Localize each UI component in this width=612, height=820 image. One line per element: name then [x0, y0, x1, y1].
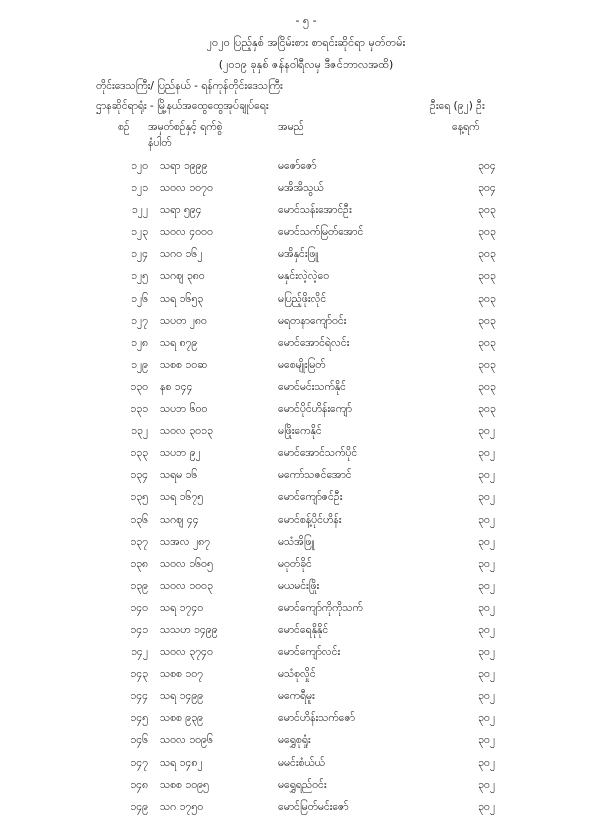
- row-day: ၃၀၃: [478, 248, 496, 261]
- table-row: [0, 731, 612, 753]
- table-row: [0, 577, 612, 599]
- row-number: ၁၃၈: [130, 557, 148, 570]
- row-id: သစစ ၉၃၉: [160, 712, 204, 725]
- row-name: မကော်သဇင်အောင်: [278, 469, 352, 482]
- row-id: သပတ ၂၈၀: [160, 314, 207, 327]
- table-row: [0, 643, 612, 665]
- row-id: သဝလ ၁၀၉၆: [160, 734, 213, 747]
- row-name: မရွှေရည်ဝင်း: [278, 778, 327, 791]
- row-day: ၃၀၃: [478, 336, 496, 349]
- row-id: သရ ၁၄၉၉: [160, 690, 204, 703]
- table-row: [0, 709, 612, 731]
- row-number: ၁၄၅: [130, 712, 148, 725]
- table-row: [0, 356, 612, 378]
- row-name: မယမင်းဖြိုး: [278, 579, 320, 592]
- row-id: သရ ၁၆၅၃: [160, 292, 204, 305]
- table-row: [0, 488, 612, 510]
- row-number: ၁၂၇: [131, 314, 148, 327]
- row-name: မောင်ကျော်ဇင်ဦး: [278, 491, 343, 504]
- row-id: သဂဝ ၁၆၂: [160, 248, 203, 261]
- row-name: မောင်ကျော်ကိုကိုသက်: [278, 601, 363, 614]
- row-id: သရမ ၁၆: [160, 469, 198, 482]
- row-id: သစစ ၁၀၉၅: [160, 778, 209, 791]
- row-name: မောင်မြတ်မင်းဇော်: [278, 800, 349, 813]
- region-label: တိုင်းဒေသကြီး/ ပြည်နယ် - ရန်ကုန်တိုင်းဒေသကြီး: [96, 80, 283, 92]
- row-id: သပဘ ၉၂: [160, 447, 201, 460]
- table-row: [0, 511, 612, 533]
- table-row: [0, 312, 612, 334]
- row-id: သရ ၁၇၄၀: [160, 601, 204, 614]
- row-day: ၃၀၂: [478, 623, 495, 636]
- row-number: ၁၄၀: [130, 601, 148, 614]
- column-header-name: အမည်: [278, 121, 304, 133]
- row-id: သစစ ၁၀ဆ: [160, 358, 208, 371]
- row-name: မောင်ရေနိုနိုင်: [278, 623, 329, 636]
- row-name: မောင်စန့်ပိုင်ဟိန်း: [278, 513, 342, 526]
- row-number: ၁၃၃: [130, 447, 148, 460]
- row-number: ၁၂၄: [131, 248, 148, 261]
- row-day: ၃၀၄: [478, 160, 496, 172]
- row-name: မအိအိသွယ်: [278, 182, 324, 195]
- table-row: [0, 687, 612, 709]
- table-row: [0, 533, 612, 555]
- page-number: - ၅ -: [295, 14, 317, 27]
- row-number: ၁၃၆: [130, 513, 148, 526]
- table-row: [0, 599, 612, 621]
- row-number: ၁၄၁: [130, 623, 148, 636]
- row-day: ၃၀၃: [478, 314, 496, 327]
- row-number: ၁၄၂: [131, 646, 148, 659]
- row-id: သသဟ ၁၄၉၉: [160, 623, 218, 636]
- row-id: သအလ ၂၈၇: [160, 535, 211, 548]
- row-day: ၃၀၂: [478, 646, 495, 659]
- row-number: ၁၂၁: [131, 182, 148, 195]
- row-day: ၃၀၃: [478, 292, 496, 305]
- table-row: [0, 201, 612, 223]
- row-day: ၃၀၃: [478, 358, 496, 371]
- document-subtitle: (၂၀၁၉ ခုနှစ် ဇန်နဝါရီလမှ ဒီဇင်ဘာလအထိ): [218, 58, 394, 71]
- row-day: ၃၀၂: [478, 557, 495, 570]
- row-name: မောင်သန်းအောင်ဦး: [278, 204, 352, 217]
- row-name: မောင်ကျော်လင်း: [278, 646, 341, 659]
- count-label: ဦးရေ (၉၂) ဦး: [430, 100, 485, 112]
- row-number: ၁၄၇: [130, 756, 148, 769]
- table-row: [0, 179, 612, 201]
- row-day: ၃၀၃: [478, 380, 496, 393]
- row-day: ၃၀၂: [478, 447, 495, 460]
- row-number: ၁၃၀: [130, 380, 148, 393]
- row-day: ၃၀၃: [478, 204, 496, 217]
- row-number: ၁၃၅: [130, 491, 148, 504]
- row-number: ၁၄၆: [130, 734, 148, 747]
- row-number: ၁၄၄: [130, 690, 148, 703]
- row-number: ၁၃၉: [130, 579, 148, 592]
- row-day: ၃၀၂: [478, 491, 495, 504]
- table-row: [0, 466, 612, 488]
- row-number: ၁၃၁: [130, 403, 148, 416]
- row-number: ၁၂၂: [131, 204, 148, 217]
- row-day: ၃၀၂: [478, 756, 495, 769]
- row-id: နစ ၁၄၄: [160, 380, 193, 393]
- table-row: [0, 267, 612, 289]
- row-day: ၃၀၃: [478, 270, 496, 283]
- row-name: မနှင်းလဲ့လဲ့ဝေ: [278, 270, 330, 283]
- document-title: ၂၀၂၀ ပြည့်နှစ် အငြိမ်းစား စာရင်းဆိုင်ရာ မှတ်တမ်း: [206, 36, 406, 49]
- row-number: ၁၂၆: [131, 292, 148, 305]
- row-id: သစစ ၁၀၇: [160, 668, 204, 681]
- row-id: သဝလ ၁၀၀၃: [160, 579, 213, 592]
- row-id: သရ ၁၆၇၅: [160, 491, 204, 504]
- row-name: မရွှေစုရှုံး: [278, 734, 311, 747]
- row-name: မသံအိဖြူ: [278, 535, 315, 548]
- row-number: ၁၃၄: [130, 469, 148, 482]
- row-id: သပဘ ၆၀၀: [160, 403, 208, 416]
- row-name: မပြည့်ဖိုးလိုင်: [278, 292, 327, 305]
- row-number: ၁၄၈: [130, 778, 148, 791]
- row-day: ၃၀၃: [478, 403, 496, 416]
- row-day: ၃၀၂: [478, 712, 495, 725]
- row-name: မစေမျိုးမြတ်: [278, 358, 326, 371]
- row-id: သဝလ ၃၇၄၀: [160, 646, 213, 659]
- row-name: မောင်မင်းသက်နိုင်: [278, 380, 347, 393]
- office-label: ဌာနဆိုင်ရာရုံး - မြို့နယ်အထွေထွေအုပ်ချုပ်ရေး: [96, 100, 269, 112]
- row-name: မအိနှင်းဖြူ: [278, 248, 319, 261]
- table-row: [0, 223, 612, 245]
- table-row: [0, 444, 612, 466]
- table-row: [0, 665, 612, 687]
- row-id: သရာ ၅၉၄: [160, 204, 202, 217]
- row-day: ၃၀၂: [478, 601, 495, 614]
- table-row: [0, 378, 612, 400]
- row-number: ၁၂၅: [131, 270, 148, 283]
- table-row: [0, 776, 612, 798]
- row-name: မောင်သက်မြတ်အောင်: [278, 226, 364, 239]
- row-name: မောင်ဟိန်းသက်ဇော်: [278, 712, 355, 725]
- row-day: ၃၀၂: [478, 513, 495, 526]
- row-id: သဝလ ၄၀၀၀: [160, 226, 213, 239]
- table-row: [0, 245, 612, 267]
- row-id: သဝလ ၃၀၁၃: [160, 425, 213, 438]
- row-id: သရ ၁၄၈၂: [160, 756, 203, 769]
- row-id: သဂ ၁၇၅၀: [160, 800, 204, 813]
- row-name: မမင်းစံယ်ယ်: [278, 756, 325, 769]
- row-day: ၃၀၂: [478, 469, 495, 482]
- row-number: ၁၃၂: [131, 425, 148, 438]
- table-row: [0, 422, 612, 444]
- table-row: [0, 290, 612, 312]
- row-name: မဖြိုးကေနိုင်: [278, 425, 322, 438]
- records-table: [0, 157, 612, 820]
- row-name: မောင်ပိုင်ဟိန်းကျော်: [278, 403, 352, 416]
- table-row: [0, 334, 612, 356]
- row-day: ၃၀၂: [478, 734, 495, 747]
- row-name: မဝုတ်ခိုင်: [278, 557, 312, 570]
- column-header-no: စဉ်: [118, 121, 130, 133]
- row-day: ၃၀၂: [478, 800, 495, 813]
- table-row: [0, 754, 612, 776]
- row-day: ၃၀၂: [478, 535, 495, 548]
- row-id: သဂဈ ၃၈၀: [160, 270, 205, 283]
- row-id: သဂဈ ၄၄: [160, 513, 199, 526]
- row-day: ၃၀၂: [478, 579, 495, 592]
- table-row: [0, 157, 612, 179]
- table-row: [0, 400, 612, 422]
- row-day: ၃၀၂: [478, 668, 495, 681]
- row-number: ၁၂၈: [130, 336, 148, 349]
- table-row: [0, 798, 612, 820]
- row-day: ၃၀၃: [478, 226, 496, 239]
- table-row: [0, 621, 612, 643]
- row-name: မကေရီမူး: [278, 690, 315, 703]
- row-id: သဝလ ၁၀၇၀: [160, 182, 213, 195]
- row-number: ၁၂၉: [131, 358, 148, 371]
- row-day: ၃၀၂: [478, 778, 495, 791]
- row-id: သရာ ၁၉၉၉: [160, 160, 208, 172]
- row-id: သရ ၈၇၉: [160, 336, 198, 349]
- row-name: မောင်အောင်သက်ပိုင်: [278, 447, 358, 460]
- row-number: ၁၂၀: [131, 160, 148, 172]
- column-header-id: အမှတ်စဉ်နှင့် ရက်စွဲ: [148, 121, 223, 133]
- row-number: ၁၄၃: [130, 668, 148, 681]
- row-day: ၃၀၄: [478, 182, 496, 195]
- row-id: သဝလ ၁၆၀၅: [160, 557, 213, 570]
- row-day: ၃၀၂: [478, 690, 495, 703]
- row-number: ၁၃၇: [130, 535, 148, 548]
- column-header-day: နေ့ရက်: [452, 121, 480, 133]
- row-name: မရတနာကျော်ဝင်း: [278, 314, 347, 327]
- row-name: မောင်အောင်ရဲလင်း: [278, 336, 350, 349]
- column-header-id-sub: နံပါတ်: [148, 137, 172, 149]
- table-row: [0, 555, 612, 577]
- row-number: ၁၄၉: [130, 800, 148, 813]
- row-number: ၁၂၃: [131, 226, 148, 239]
- row-day: ၃၀၂: [478, 425, 495, 438]
- row-name: မသံစုလှိုင်: [278, 668, 316, 681]
- row-name: မဇော်ဇော်: [278, 160, 317, 172]
